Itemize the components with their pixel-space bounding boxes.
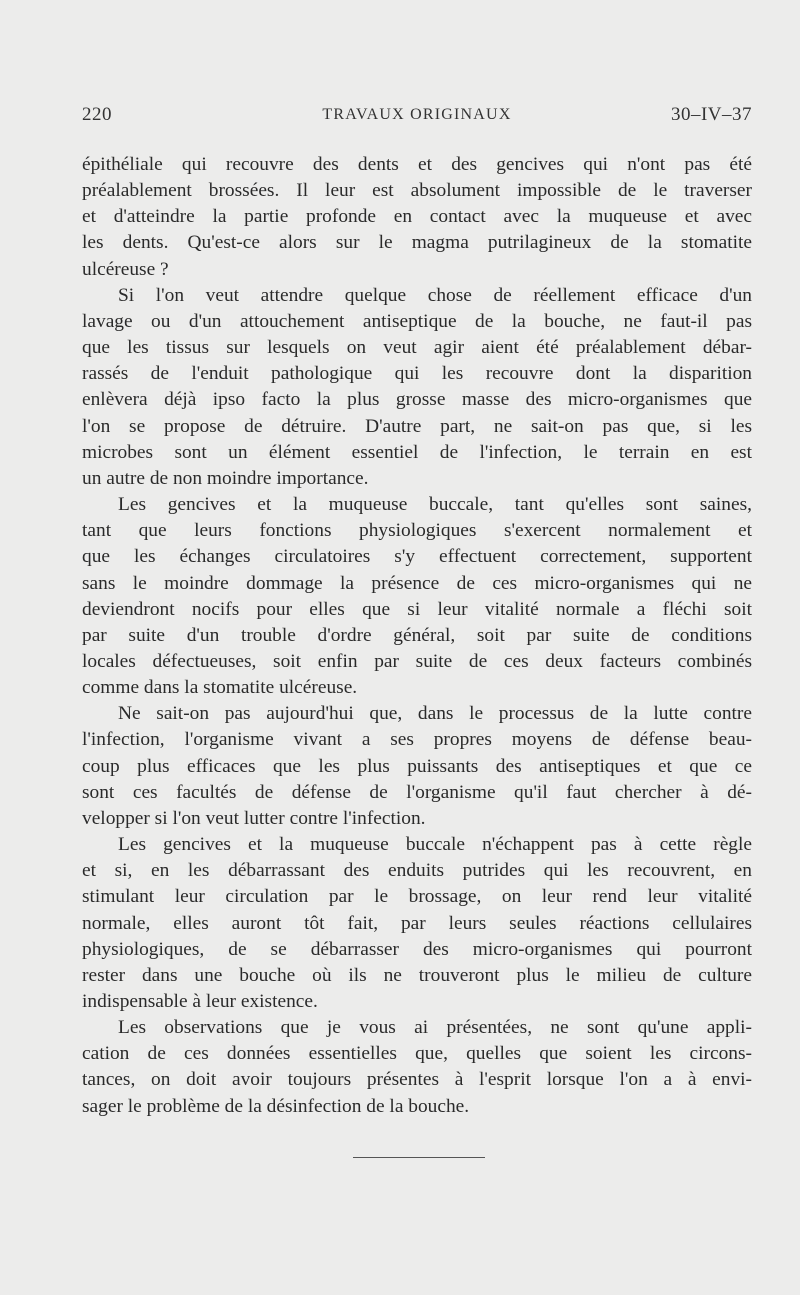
text-line: sans le moindre dommage la présence de ces micro-organismes qui ne	[82, 572, 752, 594]
running-title: TRAVAUX ORIGINAUX	[322, 106, 512, 123]
text-line: cation de ces données essentielles que, quelles que soient les circons-	[82, 1043, 752, 1065]
text-line: que les échanges circulatoires s'y effectuent correctement, supportent	[82, 546, 752, 568]
text-line: Ne sait-on pas aujourd'hui que, dans le processus de la lutte contre	[118, 703, 752, 725]
text-line: l'on se propose de détruire. D'autre part, ne sait-on pas que, si les	[82, 415, 752, 437]
text-line: comme dans la stomatite ulcéreuse.	[82, 677, 358, 699]
page-number: 220	[82, 104, 112, 125]
text-line: et d'atteindre la partie profonde en contact avec la muqueuse et avec	[82, 206, 752, 228]
running-header	[82, 104, 752, 132]
text-line: rassés de l'enduit pathologique qui les recouvre dont la disparition	[82, 363, 752, 385]
paragraph	[82, 832, 752, 1015]
text-line: locales défectueuses, soit enfin par suite de ces deux facteurs combinés	[82, 650, 752, 672]
text-line: l'infection, l'organisme vivant a ses propres moyens de défense beau-	[82, 729, 752, 751]
text-line: microbes sont un élément essentiel de l'infection, le terrain en est	[82, 441, 752, 463]
paragraph	[82, 701, 752, 832]
text-line: coup plus efficaces que les plus puissants des antiseptiques et que ce	[82, 755, 752, 777]
text-line: Les gencives et la muqueuse buccale, tant qu'elles sont saines,	[118, 494, 752, 516]
text-line: tant que leurs fonctions physiologiques s'exercent normalement et	[82, 520, 752, 542]
text-line: indispensable à leur existence.	[82, 991, 318, 1012]
text-line: sont ces facultés de défense de l'organisme qu'il faut chercher à dé-	[82, 781, 752, 803]
text-line: Si l'on veut attendre quelque chose de réellement efficace d'un	[118, 284, 752, 306]
text-line: que les tissus sur lesquels on veut agir aient été préalablement débar-	[82, 337, 752, 359]
text-line: physiologiques, de se débarrasser des micro-organismes qui pourront	[82, 938, 752, 960]
text-line: lavage ou d'un attouchement antiseptique de la bouche, ne faut-il pas	[82, 310, 752, 332]
text-line: ulcéreuse ?	[82, 258, 169, 280]
text-line: Les observations que je vous ai présentées, ne sont qu'une appli-	[118, 1017, 752, 1039]
body-text	[82, 152, 752, 1120]
text-line: enlèvera déjà ipso facto la plus grosse masse des micro-organismes que	[82, 389, 752, 411]
text-line: deviendront nocifs pour elles que si leur vitalité normale a fléchi soit	[82, 598, 752, 620]
text-line: sager le problème de la désinfection de la bouche.	[82, 1095, 470, 1117]
text-line: préalablement brossées. Il leur est absolument impossible de le traverser	[82, 180, 752, 202]
paragraph	[82, 283, 752, 492]
text-line: les dents. Qu'est-ce alors sur le magma putrilagineux de la stomatite	[82, 232, 752, 254]
closing-rule	[353, 1157, 485, 1158]
text-line: stimulant leur circulation par le brossage, on leur rend leur vitalité	[82, 886, 752, 908]
text-line: tances, on doit avoir toujours présentes à l'esprit lorsque l'on a à envi-	[82, 1069, 752, 1091]
text-line: et si, en les débarrassant des enduits putrides qui les recouvrent, en	[82, 860, 752, 882]
text-line: velopper si l'on veut lutter contre l'infection.	[82, 807, 426, 829]
issue-date: 30–IV–37	[670, 104, 752, 125]
text-line: par suite d'un trouble d'ordre général, soit par suite de conditions	[82, 624, 752, 646]
text-line: rester dans une bouche où ils ne trouveront plus le milieu de culture	[82, 964, 752, 986]
paragraph	[82, 152, 752, 283]
text-line: normale, elles auront tôt fait, par leurs seules réactions cellulaires	[82, 912, 752, 934]
text-line: épithéliale qui recouvre des dents et des gencives qui n'ont pas été	[82, 154, 752, 175]
text-line: Les gencives et la muqueuse buccale n'échappent pas à cette règle	[118, 834, 752, 856]
paragraph	[82, 1015, 752, 1120]
paragraph	[82, 492, 752, 701]
text-line: un autre de non moindre importance.	[82, 467, 369, 489]
